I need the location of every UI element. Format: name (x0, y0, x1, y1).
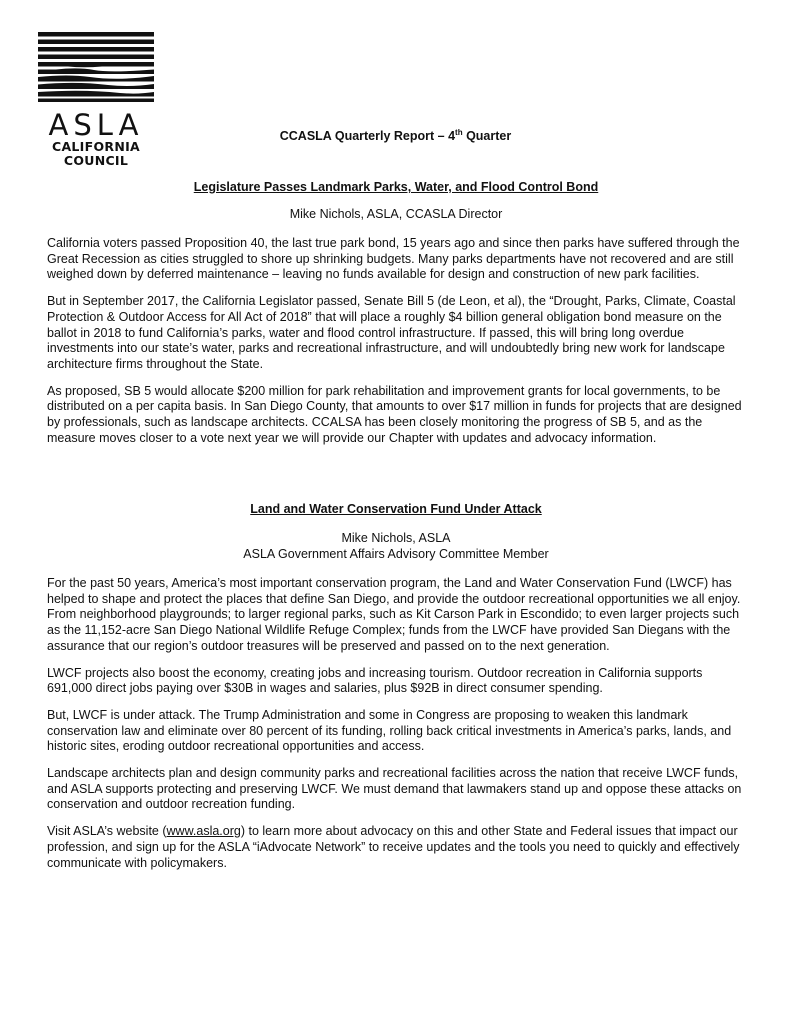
paragraph: LWCF projects also boost the economy, creating jobs and increasing tourism. Outdoor recreation in California supports 691,000 direct jobs paying over $30B in wages and salaries, plus $92B in direct consumer spending. (47, 665, 703, 696)
section-bond (47, 180, 745, 457)
paragraph: California voters passed Proposition 40, the last true park bond, 15 years ago and since then parks have suffered through the Great Recession as cities struggled to shore up shrinking budgets. Many parks departments have not recovered and are still weighed down by deferred maintenance – leaving no funds available for design and construction of new park facilities. (47, 236, 740, 282)
asla-website-link[interactable]: www.asla.org (166, 824, 241, 839)
section-lwcf (47, 502, 745, 882)
report-title-suffix: Quarter (462, 129, 512, 144)
section-lwcf-byline-role: ASLA Government Affairs Advisory Committee Member (243, 547, 549, 561)
section-bond-byline: Mike Nichols, ASLA, CCASLA Director (289, 207, 503, 221)
paragraph: As proposed, SB 5 would allocate $200 million for park rehabilitation and improvement grants for local governments, to be distributed on a per capita basis. In San Diego County, that amounts to over $17 million in funds for projects that are designed by professionals, such as landscape architects. CCALSA has been closely monitoring the progress of SB 5, and as the measure moves closer to a vote next year we will provide our Chapter with updates and advocacy information. (47, 383, 742, 445)
paragraph: For the past 50 years, America’s most important conservation program, the Land and Water Conservation Fund (LWCF) has helped to shape and protect the places that define San Diego, and provide the outdoor recreational opportunities we all enjoy. From neighborhood playgrounds; to larger regional parks, such as Kit Carson Park in Escondido; to even larger projects such as the 11,152-acre San Diego National Wildlife Refuge Complex; funds from the LWCF have provided San Diegans with the assurance that our region’s outdoor treasures will be preserved and passed on to the next generation. (47, 576, 741, 653)
paragraph: But in September 2017, the California Legislator passed, Senate Bill 5 (de Leon, et al), the “Drought, Parks, Climate, Coastal Protection & Outdoor Access for All Act of 2018” that will place a roughly $4 billion general obligation bond measure on the ballot in 2018 to fund California’s parks, water and flood control infrastructure. If passed, this will bring long overdue investments into our state’s water, parks and recreational infrastructure, and will undoubtedly bring new work for landscape architecture firms throughout the State. (47, 294, 736, 371)
report-title (0, 128, 791, 143)
report-title-prefix: CCASLA Quarterly Report – 4 (279, 129, 456, 144)
section-bond-title: Legislature Passes Landmark Parks, Water, and Flood Control Bond (193, 180, 599, 194)
logo-brand: ASLA (48, 108, 144, 142)
section-lwcf-byline: Mike Nichols, ASLA (341, 531, 451, 545)
section-lwcf-title: Land and Water Conservation Fund Under Attack (250, 502, 542, 516)
visit-text-after: ) to learn more about advocacy on this and other State and Federal issues that impact our profession, and sign up for the ASLA “iAdvocate Network” to receive updates and the tools you need to quickly and effectively communicate with policymakers. (47, 824, 740, 870)
visit-text-before: Visit ASLA’s website ( (47, 824, 167, 839)
paragraph: But, LWCF is under attack. The Trump Administration and some in Congress are proposing to weaken this landmark conservation law and eliminate over 80 percent of its funding, rolling back critical investments in America’s parks, lands, and historic sites, eroding outdoor recreational opportunities and access. (47, 707, 732, 754)
asla-logo (38, 32, 154, 168)
logo-line-california: CALIFORNIA (51, 139, 141, 154)
paragraph: Landscape architects plan and design community parks and recreational facilities across the nation that receive LWCF funds, and ASLA supports protecting and preserving LWCF. We must demand that lawmakers stand up and oppose these attacks on conservation and outdoor recreation funding. (47, 766, 742, 812)
landscape-stripes-logo-icon (38, 32, 154, 102)
logo-line-council: COUNCIL (63, 153, 129, 168)
paragraph-visit-website (47, 824, 745, 871)
report-title-superscript: th (455, 128, 463, 137)
